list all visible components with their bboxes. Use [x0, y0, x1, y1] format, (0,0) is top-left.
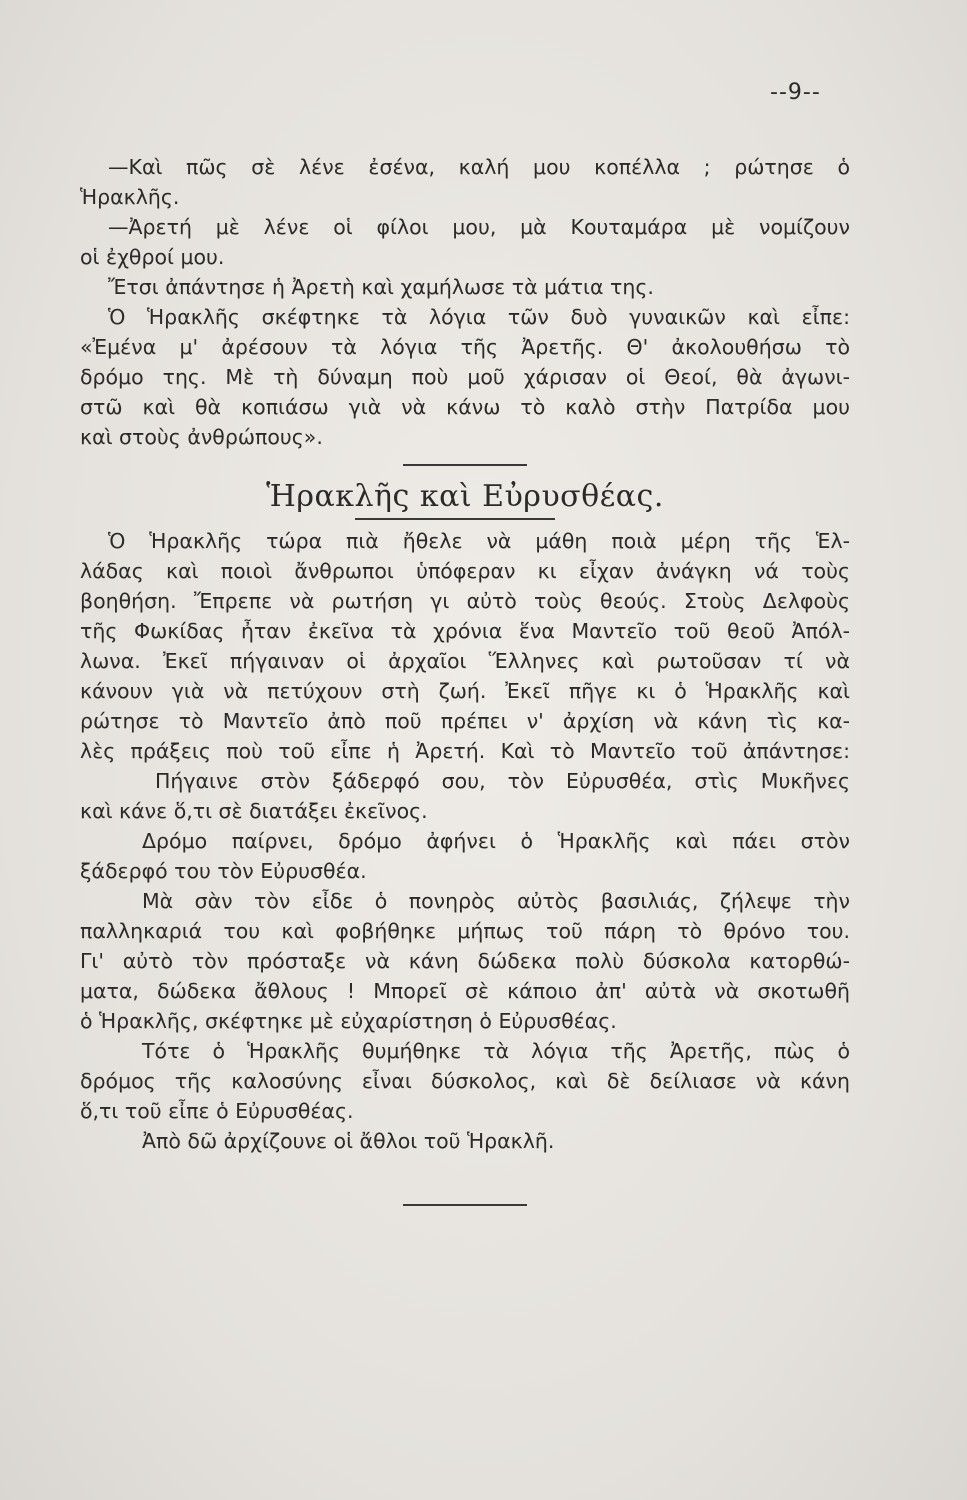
- text-line: Δρόμο παίρνει, δρόμο ἀφήνει ὁ Ἡρακλῆς καὶ πάει στὸν: [142, 829, 850, 853]
- text-line: Ὁ Ἡρακλῆς τώρα πιὰ ἤθελε νὰ μάθη ποιὰ μέρη τῆς Ἑλ-: [108, 529, 850, 553]
- text-line: Ἀπὸ δῶ ἀρχίζουνε οἱ ἄθλοι τοῦ Ἡρακλῆ.: [142, 1129, 555, 1153]
- text-line: τῆς Φωκίδας ἦταν ἐκεῖνα τὰ χρόνια ἕνα Μαντεῖο τοῦ θεοῦ Ἀπόλ-: [80, 619, 850, 643]
- end-divider-rule: [403, 1204, 527, 1206]
- story-section: [80, 526, 850, 1156]
- text-line: —Καὶ πῶς σὲ λένε ἐσένα, καλή μου κοπέλλα ; ρώτησε ὁ: [108, 155, 850, 179]
- text-line: ξάδερφό του τὸν Εὐρυσθέα.: [80, 859, 367, 883]
- page-number: --9--: [770, 80, 821, 105]
- text-line: παλληκαριά του καὶ φοβήθηκε μήπως τοῦ πάρη τὸ θρόνο του.: [80, 919, 850, 943]
- text-line: ὁ Ἡρακλῆς, σκέφτηκε μὲ εὐχαρίστηση ὁ Εὐρυσθέας.: [80, 1009, 617, 1033]
- heading-underline: [355, 518, 555, 520]
- text-line: καὶ κάνε ὅ,τι σὲ διατάξει ἐκεῖνος.: [80, 799, 428, 823]
- text-line: οἱ ἐχθροί μου.: [80, 245, 225, 269]
- text-line: Πήγαινε στὸν ξάδερφό σου, τὸν Εὐρυσθέα, στὶς Μυκῆνες: [155, 769, 850, 793]
- text-line: λωνα. Ἐκεῖ πήγαιναν οἱ ἀρχαῖοι Ἕλληνες καὶ ρωτοῦσαν τί νὰ: [80, 649, 850, 673]
- text-line: Ἔτσι ἀπάντησε ἡ Ἀρετὴ καὶ χαμήλωσε τὰ μάτια της.: [108, 275, 654, 299]
- text-line: καὶ στοὺς ἀνθρώπους».: [80, 425, 323, 449]
- text-line: λὲς πράξεις ποὺ τοῦ εἶπε ἡ Ἀρετή. Καὶ τὸ Μαντεῖο τοῦ ἀπάντησε:: [80, 739, 850, 763]
- text-line: ὅ,τι τοῦ εἶπε ὁ Εὐρυσθέας.: [80, 1099, 354, 1123]
- text-block: [80, 152, 850, 1206]
- text-line: Ὁ Ἡρακλῆς σκέφτηκε τὰ λόγια τῶν δυὸ γυναικῶν καὶ εἶπε:: [108, 305, 850, 329]
- text-line: Γι' αὐτὸ τὸν πρόσταξε νὰ κάνη δώδεκα πολὺ δύσκολα κατορθώ-: [80, 949, 850, 973]
- text-line: ρώτησε τὸ Μαντεῖο ἀπὸ ποῦ πρέπει ν' ἀρχίση νὰ κάνη τὶς κα-: [80, 709, 850, 733]
- text-line: ματα, δώδεκα ἄθλους ! Μπορεῖ σὲ κάποιο ἀπ' αὐτὰ νὰ σκοτωθῆ: [80, 979, 850, 1003]
- text-line: Τότε ὁ Ἡρακλῆς θυμήθηκε τὰ λόγια τῆς Ἀρετῆς, πὼς ὁ: [142, 1039, 850, 1063]
- text-line: δρόμο της. Μὲ τὴ δύναμη ποὺ μοῦ χάρισαν οἱ Θεοί, θὰ ἀγωνι-: [80, 365, 850, 389]
- divider-rule: [403, 464, 527, 466]
- text-line: —Ἀρετή μὲ λένε οἱ φίλοι μου, μὰ Κουταμάρα μὲ νομίζουν: [108, 215, 850, 239]
- text-line: βοηθήση. Ἔπρεπε νὰ ρωτήση γι αὐτὸ τοὺς θεούς. Στοὺς Δελφοὺς: [80, 589, 850, 613]
- text-line: δρόμος τῆς καλοσύνης εἶναι δύσκολος, καὶ δὲ δείλιασε νὰ κάνη: [80, 1069, 850, 1093]
- text-line: λάδας καὶ ποιοὶ ἄνθρωποι ὑπόφεραν κι εἶχαν ἀνάγκη νά τοὺς: [80, 559, 850, 583]
- dialogue-section: [80, 152, 850, 452]
- text-line: Μὰ σὰν τὸν εἶδε ὁ πονηρὸς αὐτὸς βασιλιάς, ζήλεψε τὴν: [142, 889, 850, 913]
- text-line: κάνουν γιὰ νὰ πετύχουν στὴ ζωή. Ἐκεῖ πῆγε κι ὁ Ἡρακλῆς καὶ: [80, 679, 850, 703]
- text-line: Ἡρακλῆς.: [80, 185, 180, 209]
- text-line: στῶ καὶ θὰ κοπιάσω γιὰ νὰ κάνω τὸ καλὸ στὴν Πατρίδα μου: [80, 395, 850, 419]
- section-heading: Ἡρακλῆς καὶ Εὐρυσθέας.: [266, 479, 664, 514]
- text-line: «Ἐμένα μ' ἀρέσουν τὰ λόγια τῆς Ἀρετῆς. Θ' ἀκολουθήσω τὸ: [80, 335, 850, 359]
